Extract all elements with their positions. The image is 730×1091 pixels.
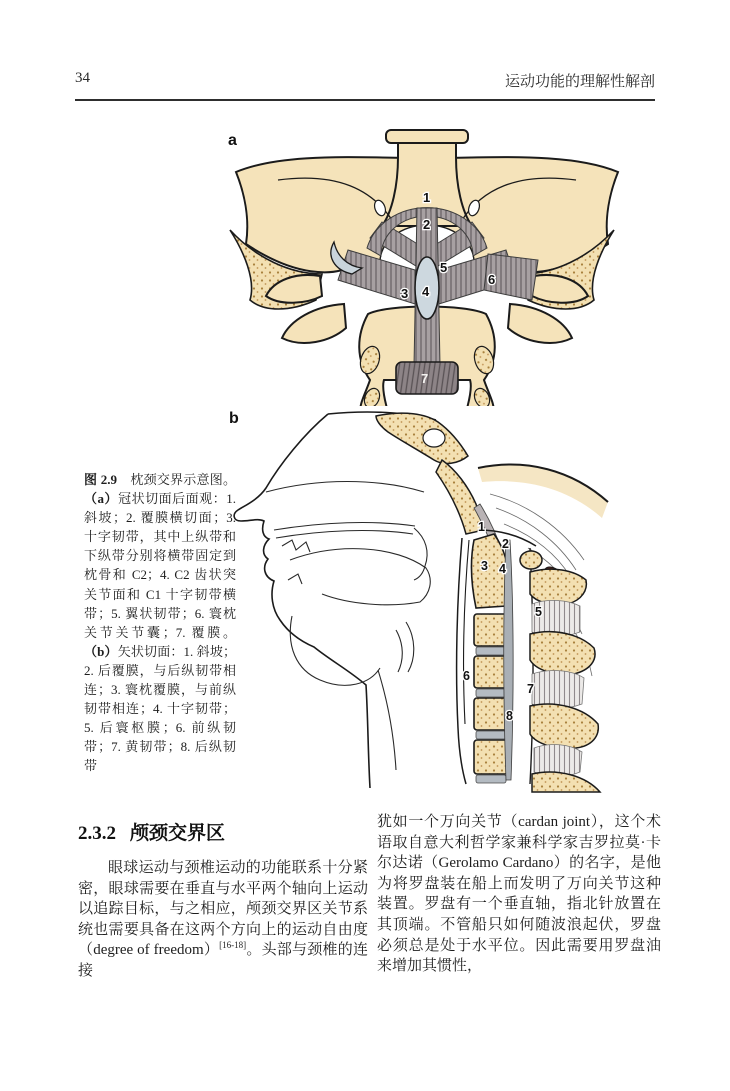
header-rule <box>75 99 655 101</box>
marker-a7: 7 <box>421 371 429 386</box>
coronal-section-illustration <box>220 126 620 406</box>
occiput-cream-band <box>478 465 608 518</box>
figure-caption-b-label: （b） <box>84 643 118 659</box>
marker-a1: 1 <box>423 190 431 205</box>
section-heading <box>78 818 225 845</box>
figure-caption-b-text: 矢状切面：1. 斜坡；2. 后覆膜，与后纵韧带相连；3. 寰枕覆膜，与前纵韧带相连；4. 十字韧带；5. 后寰枢膜；6. 前纵韧带；7. 黄韧带；8. 后纵韧带 <box>84 643 236 774</box>
sagittal-section-illustration <box>228 408 613 793</box>
figure-2-9-panel-a <box>220 126 620 406</box>
page-header <box>75 70 655 91</box>
body-text-left-column <box>78 858 368 982</box>
marker-b3: 3 <box>481 559 488 573</box>
body-text-right-column <box>377 812 661 977</box>
marker-b4: 4 <box>499 562 506 576</box>
figure-panel-a-label: a <box>228 132 237 149</box>
face-inner-lines <box>266 482 430 771</box>
marker-a2: 2 <box>423 217 431 232</box>
figure-2-9-panel-b <box>228 408 613 793</box>
right-paragraph-text: 犹如一个万向关节（cardan joint），这个术语取自意大利哲学家兼科学家吉罗拉莫·卡尔达诺（Gerolamo Cardano）的名字，是他为将罗盘装在船上而发明了万向关节这种装置。罗盘有一个垂直轴，指北针放置在其顶端。不管船只如何随波浪起伏，罗盘必须总是处于水平位。因此需要用罗盘油来增加其惯性， <box>377 814 661 975</box>
marker-a3: 3 <box>401 286 409 301</box>
figure-caption-title: 枕颈交界示意图。 <box>116 472 236 487</box>
marker-a4: 4 <box>422 284 430 299</box>
marker-b5: 5 <box>535 605 542 619</box>
prevertebral-lines <box>457 538 469 784</box>
left-paragraph-text: 眼球运动与颈椎运动的功能联系十分紧密，眼球需要在垂直与水平两个轴向上运动以追踪目标，与之相应，颅颈交界区关节系统也需要具备在这两个方向上的运动自由度（degree of freedom） <box>78 860 368 959</box>
skull-base-bones <box>376 413 484 534</box>
figure-caption-a-label: （a） <box>84 491 119 507</box>
reference-superscript: [16-18] <box>219 940 247 951</box>
head-profile-outline <box>234 412 436 788</box>
marker-b8: 8 <box>506 709 513 723</box>
running-title: 运动功能的理解性解剖 <box>504 74 655 90</box>
figure-panel-b-label: b <box>229 410 239 427</box>
marker-a6: 6 <box>488 272 496 287</box>
figure-caption-number: 图 2.9 <box>84 472 117 487</box>
marker-b2: 2 <box>502 537 509 551</box>
posterior-longitudinal-ligament-band <box>504 540 513 780</box>
marker-b7: 7 <box>527 682 534 696</box>
marker-a5: 5 <box>440 260 448 275</box>
posterior-arch-elements <box>520 551 600 792</box>
marker-b1: 1 <box>478 520 485 534</box>
marker-b6: 6 <box>463 669 470 683</box>
figure-caption <box>84 470 236 776</box>
section-heading-number: 2.3.2 <box>78 823 116 844</box>
left-paragraph-text-continued: 。头部与颈椎的连接 <box>78 942 368 979</box>
page-number: 34 <box>75 70 90 86</box>
section-heading-title: 颅颈交界区 <box>130 823 226 844</box>
figure-caption-a-text: 冠状切面后面观：1. 斜坡；2. 覆膜横切面；3. 十字韧带，其中上纵带和下纵带分别将横带固定到枕骨和 C2；4. C2 齿状突关节面和 C1 十字韧带横带；5. 翼状韧带；6. 寰枕关节关节囊；7. 覆膜。 <box>84 491 236 640</box>
